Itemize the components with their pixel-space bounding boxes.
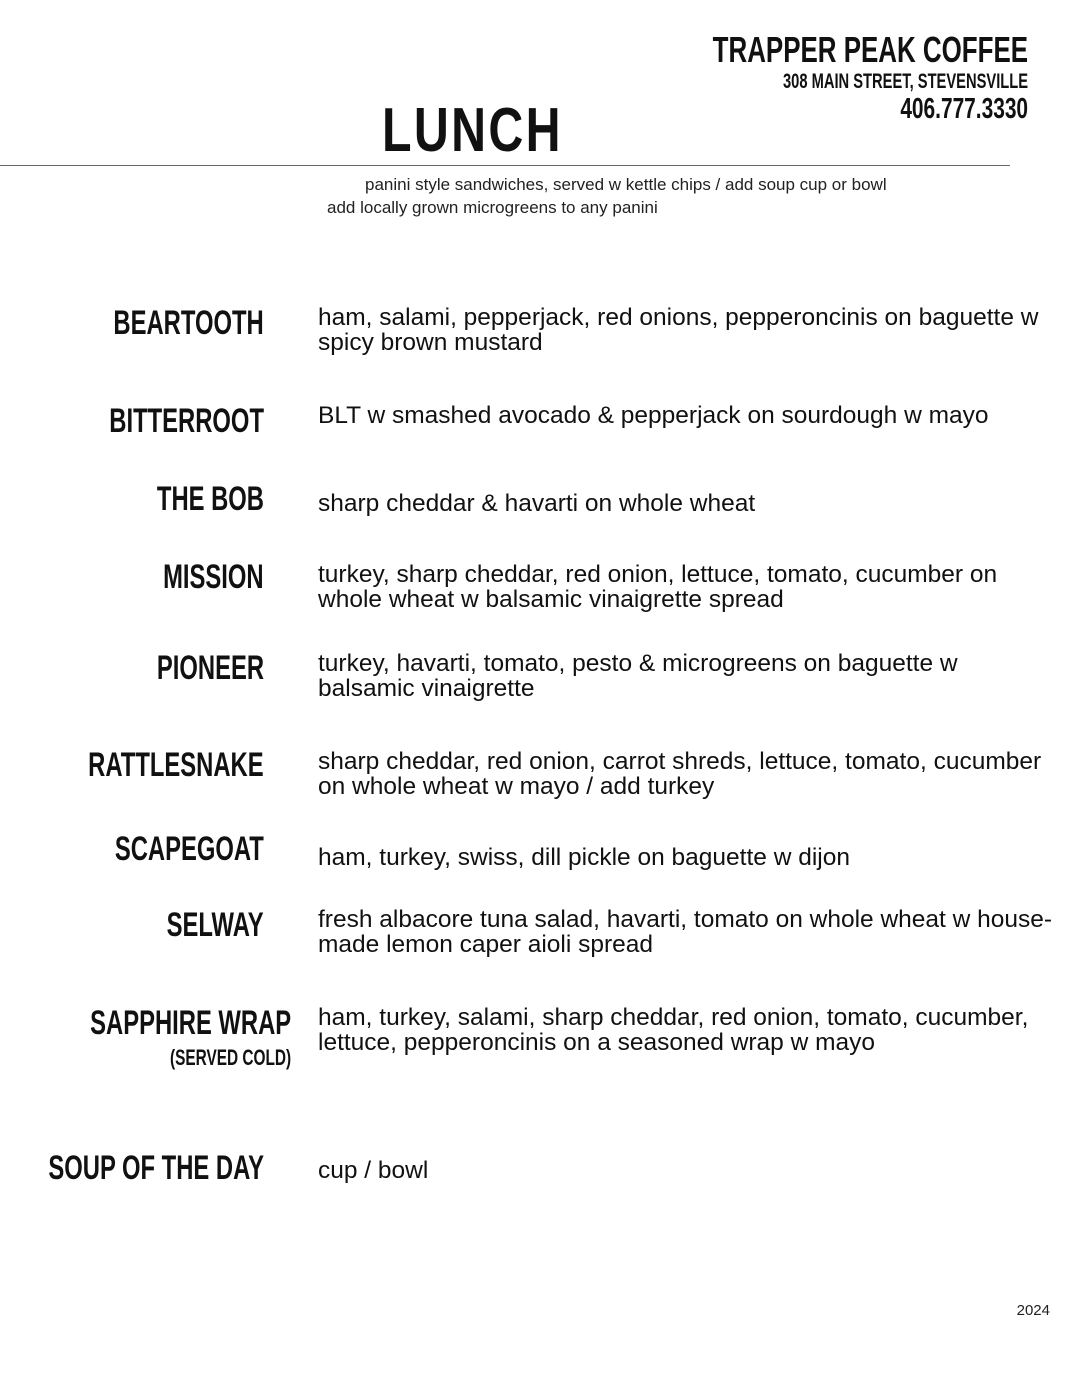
menu-item-note: (SERVED COLD) — [169, 1045, 291, 1070]
menu-item-name: THE BOB — [156, 480, 264, 518]
menu-item-name: SCAPEGOAT — [115, 830, 264, 868]
menu-item-name: SAPPHIRE WRAP — [90, 1004, 291, 1042]
page-title: LUNCH — [382, 96, 563, 165]
business-address: 308 MAIN STREET, STEVENSVILLE — [782, 70, 1028, 93]
menu-item-name: MISSION — [163, 558, 264, 596]
menu-note-sides: panini style sandwiches, served w kettle chips / add soup cup or bowl — [365, 175, 887, 194]
business-phone: 406.777.3330 — [900, 93, 1028, 125]
menu-item-name: RATTLESNAKE — [88, 746, 264, 784]
menu-note-microgreens: add locally grown microgreens to any panini — [327, 198, 658, 217]
menu-item-description: turkey, havarti, tomato, pesto & microgreens on baguette w balsamic vinaigrette — [318, 650, 958, 702]
menu-item-name: SELWAY — [166, 906, 264, 944]
title-divider — [0, 165, 1010, 166]
menu-item-description: sharp cheddar, red onion, carrot shreds, lettuce, tomato, cucumber on whole wheat w mayo / add turkey — [318, 748, 1042, 800]
business-name: TRAPPER PEAK COFFEE — [712, 29, 1028, 70]
menu-item-description: fresh albacore tuna salad, havarti, tomato on whole wheat w house-made lemon caper aioli spread — [318, 906, 1053, 958]
menu-item-name: BEARTOOTH — [113, 304, 264, 342]
menu-item-description: ham, turkey, salami, sharp cheddar, red onion, tomato, cucumber, lettuce, pepperoncinis on a seasoned wrap w mayo — [318, 1004, 1029, 1056]
menu-item-name: PIONEER — [156, 649, 264, 687]
menu-item-name: SOUP OF THE DAY — [48, 1149, 264, 1187]
menu-item-description: ham, turkey, swiss, dill pickle on baguette w dijon — [318, 844, 850, 871]
menu-item-description: ham, salami, pepperjack, red onions, pepperoncinis on baguette w spicy brown mustard — [318, 304, 1039, 356]
menu-item-description: turkey, sharp cheddar, red onion, lettuce, tomato, cucumber on whole wheat w balsamic vinaigrette spread — [318, 561, 998, 613]
menu-item-description: BLT w smashed avocado & pepperjack on sourdough w mayo — [318, 402, 989, 429]
menu-year: 2024 — [1016, 1302, 1050, 1319]
menu-item-description: sharp cheddar & havarti on whole wheat — [318, 490, 756, 517]
menu-item-description: cup / bowl — [318, 1157, 429, 1184]
business-header — [590, 30, 1028, 124]
menu-item-name: BITTERROOT — [109, 402, 264, 440]
